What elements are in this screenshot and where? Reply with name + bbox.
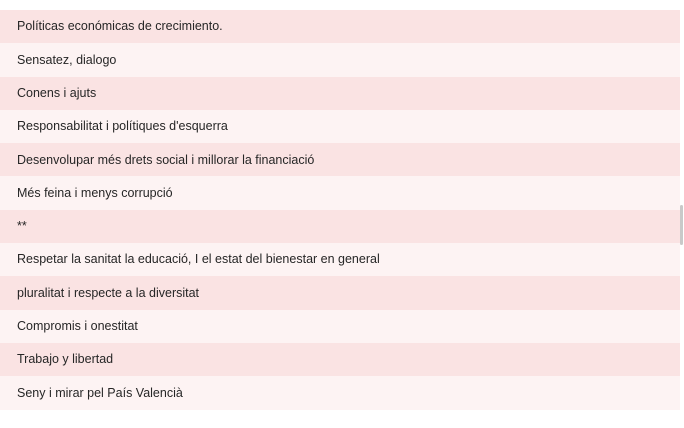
list-item <box>0 343 680 376</box>
list-item <box>0 143 680 176</box>
list-item <box>0 77 680 110</box>
list-item <box>0 43 680 76</box>
list-item-text: Responsabilitat i polítiques d'esquerra <box>17 119 228 134</box>
list-item-text: Trabajo y libertad <box>17 352 114 367</box>
list-item-text: Conens i ajuts <box>17 85 97 100</box>
list-item <box>0 310 680 343</box>
list-item <box>0 10 680 43</box>
list-item-text: Desenvolupar més drets social i millorar la financiació <box>17 152 315 167</box>
list-item-text: Seny i mirar pel País Valencià <box>17 385 183 400</box>
responses-list <box>0 10 680 428</box>
list-item <box>0 376 680 409</box>
list-item-text: Sensatez, dialogo <box>17 52 117 67</box>
list-item <box>0 176 680 209</box>
list-item-text: pluralitat i respecte a la diversitat <box>17 285 200 300</box>
list-item-text: ** <box>17 219 27 234</box>
list-item <box>0 210 680 243</box>
list-item <box>0 110 680 143</box>
list-item <box>0 243 680 276</box>
list-item-text: Més feina i menys corrupció <box>17 185 173 200</box>
list-item-text: Compromis i onestitat <box>17 319 138 334</box>
list-item-text: Respetar la sanitat la educació, I el estat del bienestar en general <box>17 252 380 267</box>
list-item-text: Políticas económicas de crecimiento. <box>17 19 223 34</box>
scrollbar-thumb[interactable] <box>680 205 683 245</box>
bottom-edge <box>0 410 684 428</box>
list-item <box>0 276 680 309</box>
